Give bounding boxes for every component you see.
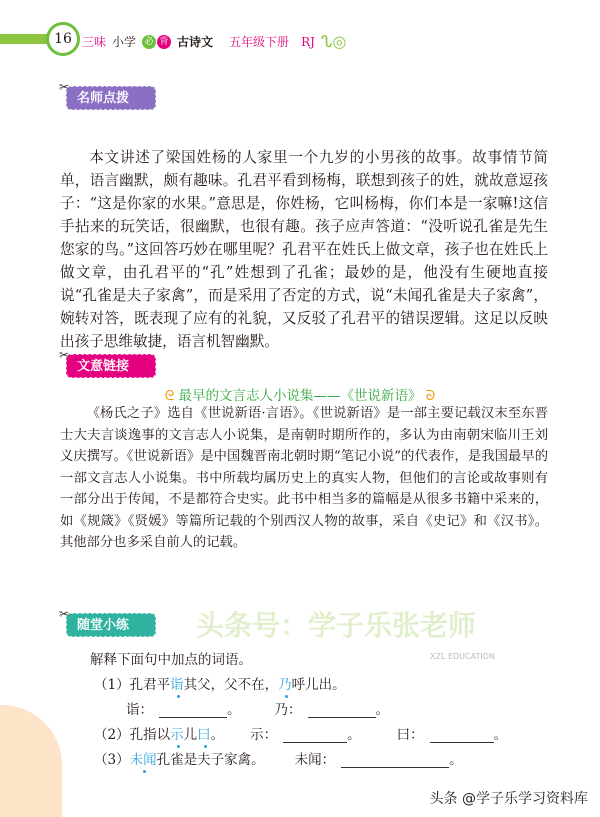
footer-credit: 头条 @学子乐学习资料库 (429, 791, 588, 807)
answer-label: 未闻： (294, 752, 336, 768)
q-text: 。 (210, 727, 225, 743)
question-3 (94, 748, 463, 768)
answer-blank[interactable] (159, 704, 227, 718)
watermark-line2: 学子乐张老师 (308, 609, 477, 642)
q-num: （1） (94, 677, 130, 693)
section-title: 名师点拨 (77, 91, 130, 106)
answer-label: 曰： (396, 727, 424, 743)
question-2 (94, 723, 507, 743)
section-practice (59, 607, 156, 637)
q-text: 其父，父不在， (183, 677, 279, 693)
q-text: 呼儿出。 (291, 677, 346, 693)
scissors-icon: ✂ (59, 80, 70, 94)
book-subtitle: 古诗文 (177, 35, 214, 49)
watermark-line1: 头条号： (196, 609, 309, 642)
watermark (196, 609, 476, 643)
link-title-text: 最早的文言志人小说集——《世说新语》 (178, 388, 422, 404)
period: 。 (493, 727, 508, 743)
section-teacher-tips (59, 80, 156, 110)
period: 。 (347, 727, 361, 743)
book-name: 小学 (112, 35, 137, 49)
swirl-ornament-icon: ᔐ◎ (320, 32, 347, 51)
page-number: 16 (46, 22, 80, 56)
section-article-link (59, 348, 156, 378)
swirl-right-icon: ᘐ (421, 388, 436, 404)
badge-bei: 背 (157, 35, 171, 49)
q-num: （3） (94, 752, 130, 768)
answer-blank[interactable] (308, 704, 376, 718)
tips-paragraph: 本文讲述了梁国姓杨的人家里一个九岁的小男孩的故事。故事情节简单，语言幽默，颇有趣味。孔君平看到杨梅，联想到孩子的姓，就故意逗孩子：“这是你家的水果。”意思是，你姓杨，它叫杨梅，你们本是一家嘛!这信手拈来的玩笑话，很幽默，也很有趣。孩子应声答道：“没听说孔雀是先生您家的鸟。”这回答巧妙在哪里呢？孔君平在姓氏上做文章，孩子也在姓氏上做文章，由孔君平的“孔”姓想到了孔雀；最妙的是，他没有生硬地直接说“孔雀是夫子家禽”，而是采用了否定的方式，说“未闻孔雀是夫子家禽”，婉转对答，既表现了应有的礼貌，又反驳了孔君平的错误逻辑。这足以反映出孩子思维敏捷，语言机智幽默。 (60, 149, 548, 350)
answer-label: 诣： (126, 702, 153, 718)
section-title: 随堂小练 (77, 618, 130, 633)
answer-label: 示： (250, 727, 278, 743)
link-paragraph: 《杨氏之子》选自《世说新语·言语》。《世说新语》是一部主要记载汉末至东晋士大夫言谈逸事的文言志人小说集，是南朝时期所作的，多认为由南朝宋临川王刘义庆撰写。《世说新语》是中国魏晋南北朝时期“笔记小说”的代表作，是我国最早的一部文言志人小说集。书中所载均属历史上的真实人物，但他们的言论或故事则有一部分出于传闻，不是都符合史实。此书中相当多的篇幅是从很多书籍中采来的，如《规箴》《贤媛》等篇所记载的个别西汉人物的故事，采自《史记》和《汉书》。其他部分也多采自前人的记载。 (60, 406, 548, 550)
series-name: 三味 (82, 35, 107, 49)
question-1 (94, 673, 346, 693)
dotted-word: 曰 (197, 727, 211, 743)
answer-blank[interactable] (341, 754, 449, 768)
grade-label: 五年级下册 (229, 35, 290, 49)
answer-blank[interactable] (430, 729, 494, 743)
badge-bi: 必 (142, 35, 156, 49)
link-title (0, 384, 600, 404)
period: 。 (449, 752, 463, 768)
header-bar (0, 34, 52, 44)
answer-label: 乃： (274, 702, 302, 718)
q-text: 儿 (183, 727, 198, 743)
section-title: 文意链接 (77, 359, 130, 374)
swirl-left-icon: ᘓ (164, 388, 179, 404)
running-header (82, 32, 346, 51)
q-text: 孔雀是夫子家禽。 (156, 752, 265, 768)
watermark-sub: XZL EDUCATION (430, 652, 495, 661)
cloud-ornament (0, 705, 62, 817)
dotted-word: 乃 (278, 677, 292, 693)
scissors-icon: ✂ (59, 607, 70, 621)
dotted-word: 未闻 (129, 752, 157, 768)
practice-instruction: 解释下面句中加点的词语。 (90, 652, 252, 668)
scissors-icon: ✂ (59, 348, 70, 362)
dotted-word: 诣 (170, 677, 184, 693)
q-num: （2） (94, 727, 130, 743)
q-text: 孔君平 (129, 677, 171, 693)
period: 。 (375, 702, 389, 718)
answer-blank[interactable] (283, 729, 347, 743)
edition-label: RJ (301, 34, 315, 49)
dotted-word: 示 (170, 727, 184, 743)
answer-row-1 (126, 698, 389, 718)
period: 。 (227, 702, 241, 718)
q-text: 孔指以 (129, 727, 171, 743)
